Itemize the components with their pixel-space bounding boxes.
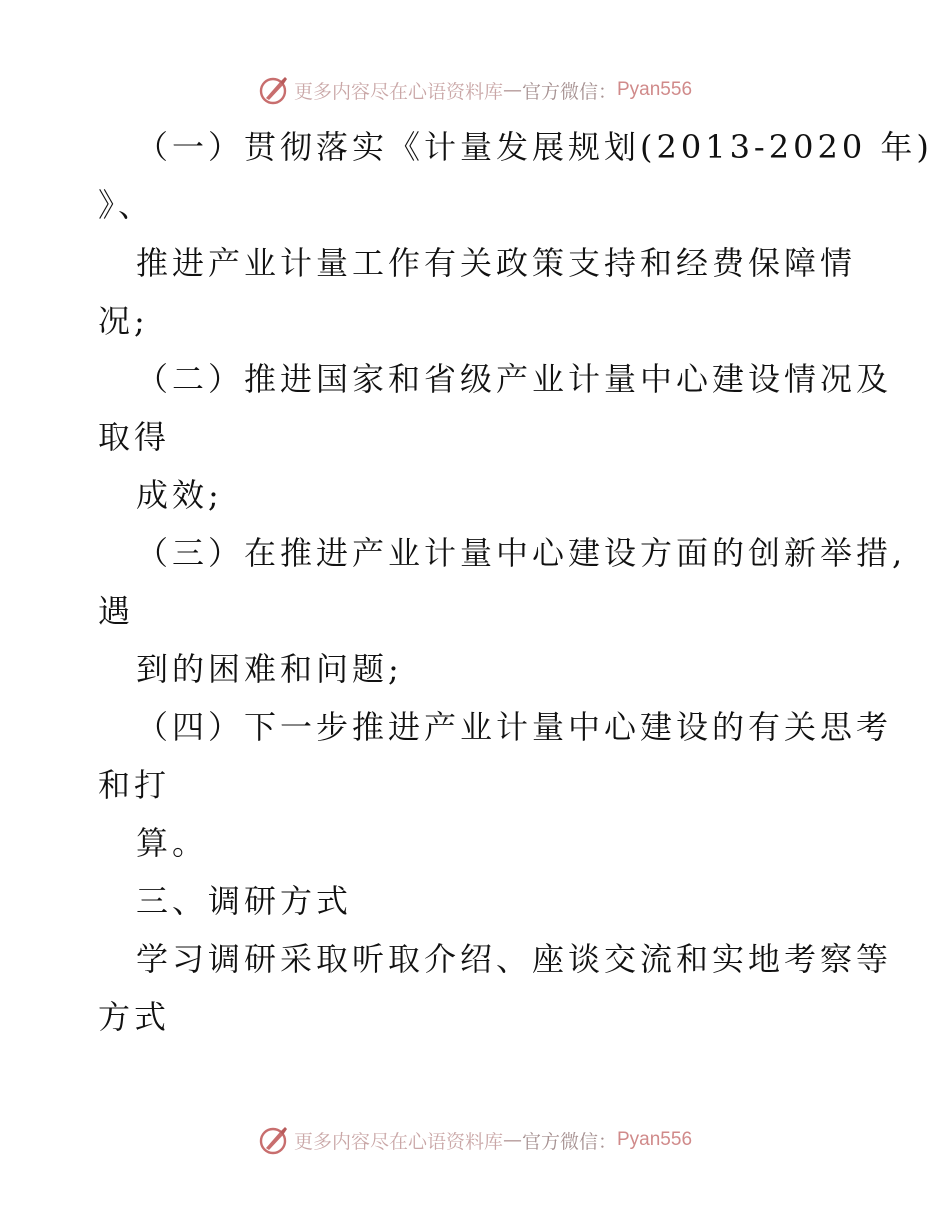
text-line: （四）下一步推进产业计量中心建设的有关思考 — [136, 708, 893, 746]
watermark-separator: — — [502, 1129, 522, 1151]
text-line: （二）推进国家和省级产业计量中心建设情况及 — [136, 360, 893, 398]
text-line: （一）贯彻落实《计量发展规划(2013-2020 年) — [136, 128, 933, 166]
watermark-wechat-label: 官方微信： — [521, 80, 617, 103]
watermark-footer — [0, 1120, 950, 1160]
text-line: 算。 — [136, 824, 209, 862]
text-line: 成效; — [136, 476, 223, 514]
text-line: 到的困难和问题; — [136, 650, 403, 688]
watermark-wechat-id: Pyan556 — [617, 79, 693, 100]
watermark-header — [0, 70, 950, 110]
text-line: 》、 — [98, 186, 155, 224]
watermark-text: 更多内容尽在心语资料库 — [293, 1130, 503, 1153]
text-line: （三）在推进产业计量中心建设方面的创新举措, — [136, 534, 907, 572]
quill-logo-icon — [258, 1124, 290, 1156]
section-heading: 三、调研方式 — [136, 882, 353, 920]
watermark-text: 更多内容尽在心语资料库 — [293, 80, 503, 103]
text-line: 取得 — [98, 418, 171, 456]
text-line: 学习调研采取听取介绍、座谈交流和实地考察等 — [136, 940, 893, 978]
watermark-wechat-label: 官方微信： — [521, 1130, 617, 1153]
text-line: 方式 — [98, 998, 171, 1036]
quill-logo-icon — [258, 74, 290, 106]
text-line: 和打 — [98, 766, 171, 804]
watermark-separator: — — [502, 79, 522, 101]
watermark-wechat-id: Pyan556 — [617, 1129, 693, 1150]
text-line: 推进产业计量工作有关政策支持和经费保障情 — [136, 244, 857, 282]
text-line: 遇 — [98, 592, 135, 630]
text-line: 况; — [98, 302, 149, 340]
